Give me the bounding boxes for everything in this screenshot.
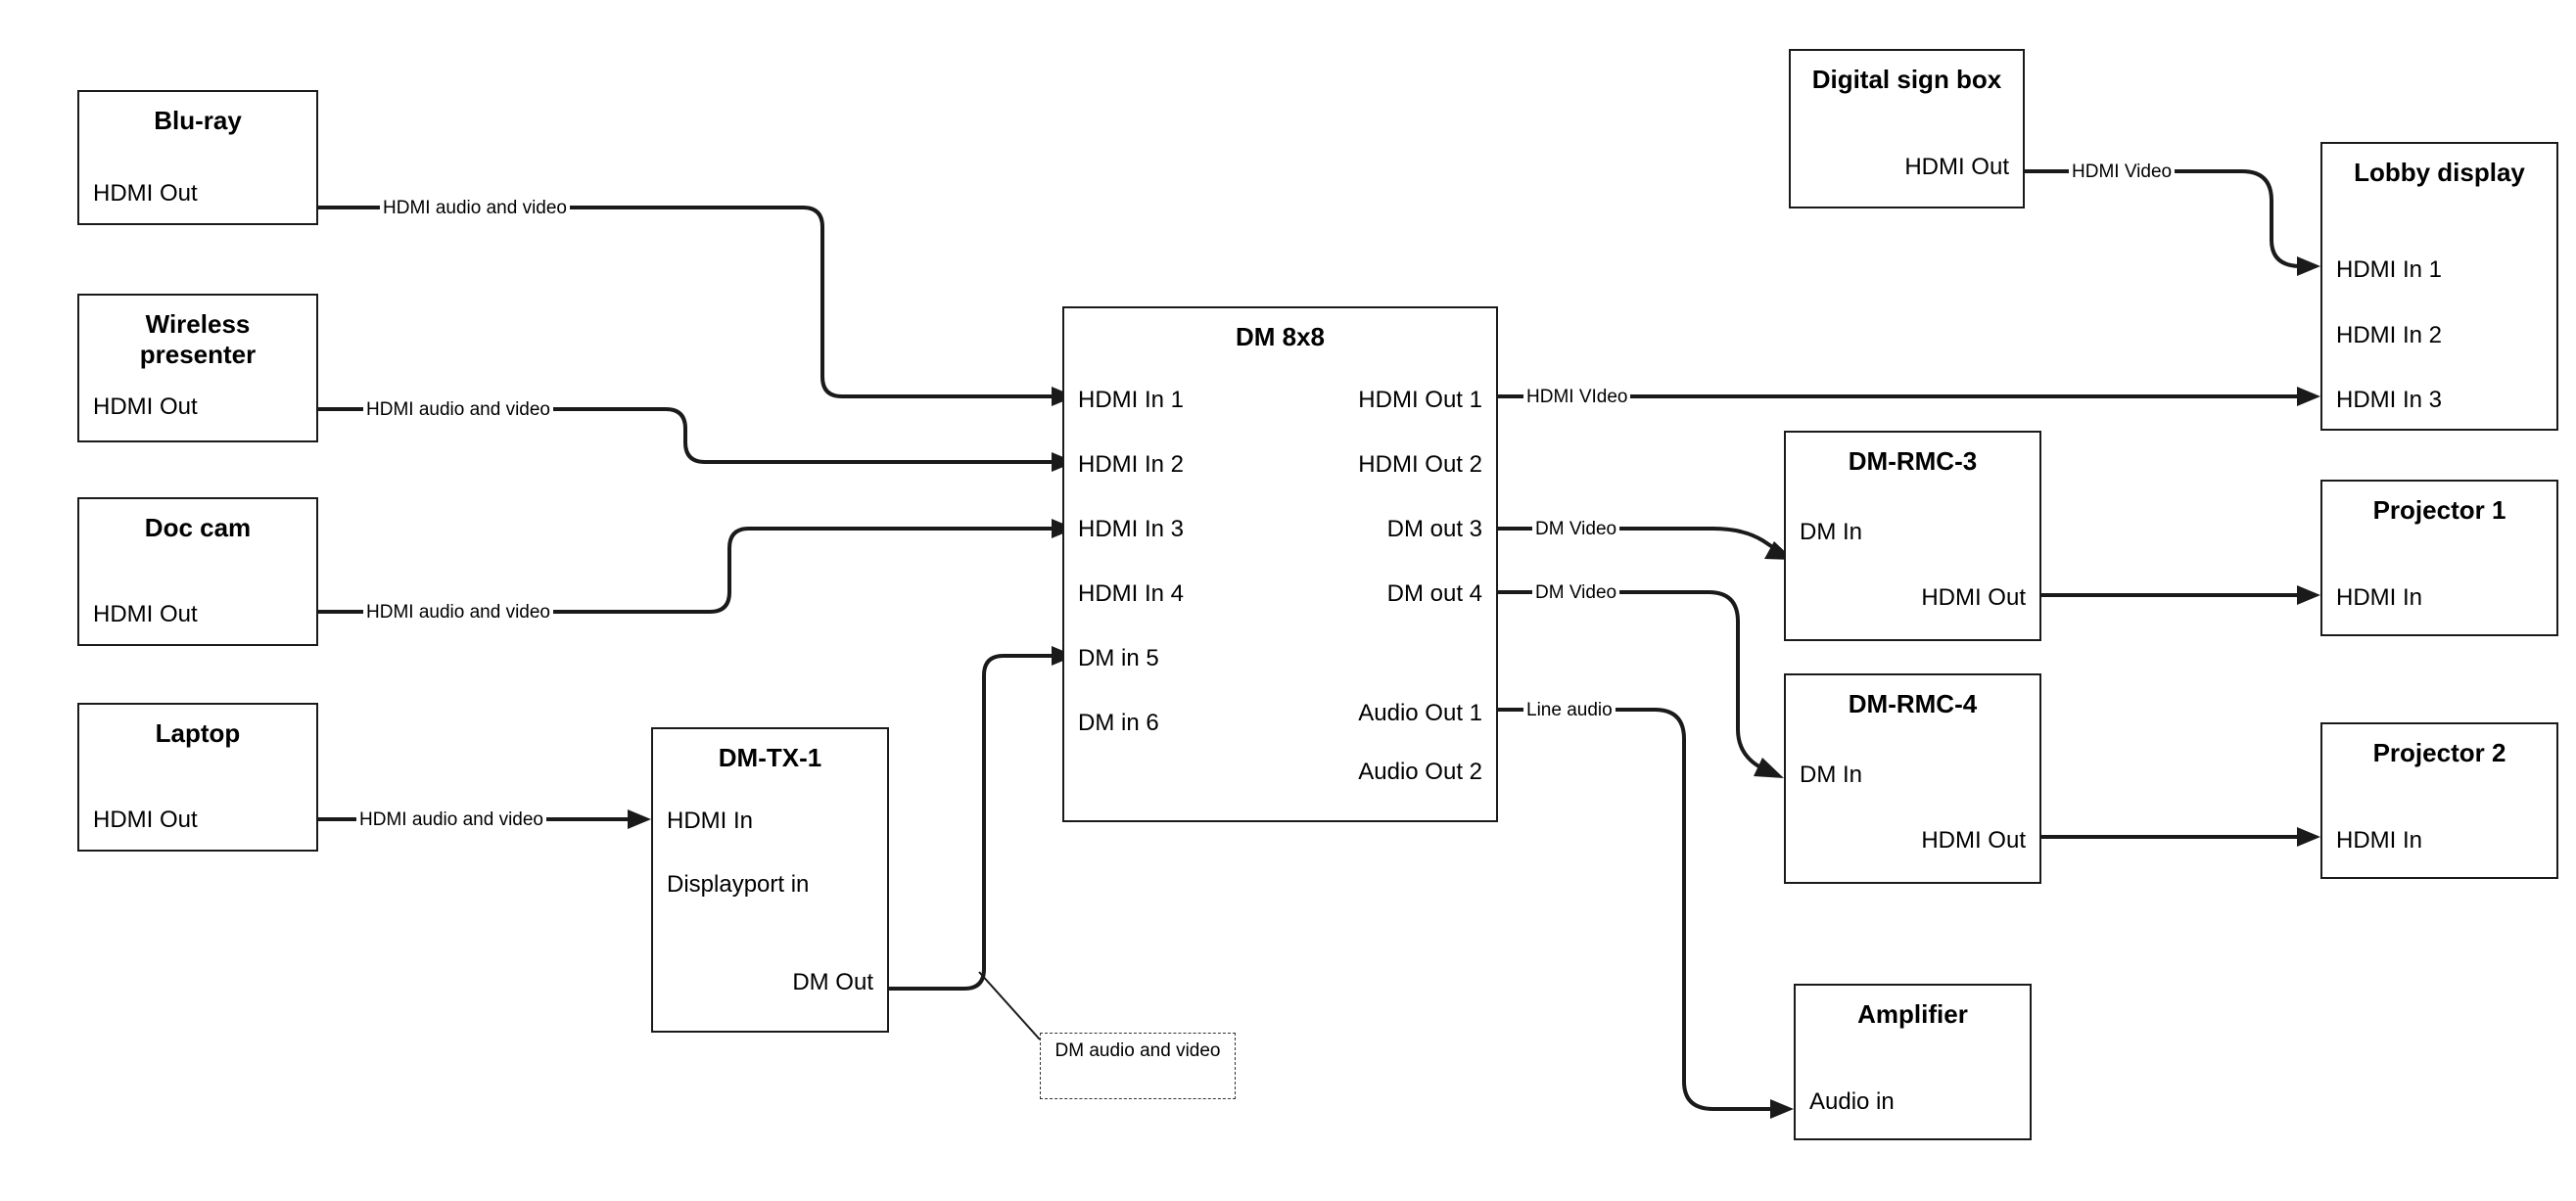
node-lobby-display-port-hdmi-in-3: HDMI In 3 <box>2336 387 2443 413</box>
node-dm-tx-1-port-hdmi-in: HDMI In <box>667 808 754 834</box>
node-amplifier[interactable] <box>1794 984 2032 1140</box>
node-digital-sign-box-title: Digital sign box <box>1811 65 2002 94</box>
node-projector-2-title: Projector 2 <box>2372 738 2506 767</box>
node-laptop[interactable] <box>77 703 318 852</box>
node-dm-8x8-title: DM 8x8 <box>1235 322 1326 351</box>
node-dm-8x8-input-hdmi-in-3: HDMI In 3 <box>1078 516 1185 542</box>
node-projector-1-port-hdmi-in: HDMI In <box>2336 584 2423 611</box>
edge-label-dm-to-amp: Line audio <box>1523 699 1616 723</box>
node-dm-8x8-input-hdmi-in-1: HDMI In 1 <box>1078 387 1185 413</box>
node-dm-8x8-input-hdmi-in-4: HDMI In 4 <box>1078 580 1185 607</box>
node-dm-rmc-4-port-dm-in: DM In <box>1800 762 1863 788</box>
node-lobby-display-port-hdmi-in-2: HDMI In 2 <box>2336 322 2443 348</box>
node-amplifier-port-audio-in: Audio in <box>1809 1088 1895 1115</box>
node-dm-8x8-output-hdmi-out-2: HDMI Out 2 <box>1358 451 1482 478</box>
node-laptop-port-hdmi-out: HDMI Out <box>93 807 198 833</box>
node-dm-8x8-output-audio-out-2: Audio Out 2 <box>1358 759 1482 785</box>
node-laptop-title: Laptop <box>155 718 241 748</box>
edge-label-doccam-to-dm: HDMI audio and video <box>363 601 553 625</box>
node-dm-8x8-output-audio-out-1: Audio Out 1 <box>1358 700 1482 726</box>
node-dm-rmc-4-title: DM-RMC-4 <box>1848 689 1978 718</box>
node-dm-rmc-3-title: DM-RMC-3 <box>1848 446 1978 476</box>
node-doc-cam-port-hdmi-out: HDMI Out <box>93 601 198 627</box>
edge-label-laptop-to-tx: HDMI audio and video <box>356 808 546 833</box>
node-dm-rmc-3-port-hdmi-out: HDMI Out <box>1921 584 2026 611</box>
node-projector-1[interactable] <box>2320 480 2558 636</box>
node-digital-sign-box[interactable] <box>1789 49 2025 208</box>
node-wireless-presenter-title: Wireless presenter <box>139 309 257 370</box>
edge-label-dm-to-rmc3: DM Video <box>1532 518 1619 542</box>
node-bluray-title: Blu-ray <box>154 106 242 135</box>
node-wireless-presenter-port-hdmi-out: HDMI Out <box>93 393 198 420</box>
node-dm-tx-1[interactable] <box>651 727 889 1033</box>
node-dm-8x8-input-dm-in-6: DM in 6 <box>1078 710 1159 736</box>
node-projector-2[interactable] <box>2320 722 2558 879</box>
node-dm-rmc-4[interactable] <box>1784 673 2041 884</box>
node-dm-8x8-output-hdmi-out-1: HDMI Out 1 <box>1358 387 1482 413</box>
node-doc-cam[interactable] <box>77 497 318 646</box>
node-dm-rmc-4-port-hdmi-out: HDMI Out <box>1921 827 2026 854</box>
node-dm-tx-1-port-displayport-in: Displayport in <box>667 871 810 898</box>
node-dm-8x8-output-dm-out-3: DM out 3 <box>1386 516 1482 542</box>
node-lobby-display-port-hdmi-in-1: HDMI In 1 <box>2336 256 2443 283</box>
node-wireless-presenter[interactable] <box>77 294 318 442</box>
node-dm-8x8-input-dm-in-5: DM in 5 <box>1078 645 1159 671</box>
node-dm-8x8-input-hdmi-in-2: HDMI In 2 <box>1078 451 1185 478</box>
node-lobby-display-title: Lobby display <box>2354 158 2525 187</box>
edge-label-dm-to-rmc4: DM Video <box>1532 581 1619 606</box>
node-dm-tx-1-port-dm-out: DM Out <box>792 969 873 995</box>
node-lobby-display[interactable] <box>2320 142 2558 431</box>
node-doc-cam-title: Doc cam <box>144 513 252 542</box>
node-dm-rmc-3-port-dm-in: DM In <box>1800 519 1863 545</box>
node-bluray[interactable] <box>77 90 318 225</box>
node-projector-1-title: Projector 1 <box>2372 495 2506 525</box>
edge-label-dm-to-lobby: HDMI VIdeo <box>1523 386 1630 410</box>
node-dm-8x8[interactable] <box>1062 306 1498 822</box>
node-dm-8x8-output-dm-out-4: DM out 4 <box>1386 580 1482 607</box>
edge-label-wireless-to-dm: HDMI audio and video <box>363 398 553 423</box>
node-amplifier-title: Amplifier <box>1857 999 1968 1029</box>
node-dm-rmc-3[interactable] <box>1784 431 2041 641</box>
edge-label-signbox-to-lobby: HDMI Video <box>2069 161 2175 185</box>
node-digital-sign-box-port-hdmi-out: HDMI Out <box>1904 154 2009 180</box>
node-bluray-port-hdmi-out: HDMI Out <box>93 180 198 207</box>
edge-label-bluray-to-dm: HDMI audio and video <box>380 197 570 221</box>
note-dm-audio-and-video: DM audio and video <box>1040 1033 1236 1099</box>
node-dm-tx-1-title: DM-TX-1 <box>718 743 822 772</box>
node-projector-2-port-hdmi-in: HDMI In <box>2336 827 2423 854</box>
